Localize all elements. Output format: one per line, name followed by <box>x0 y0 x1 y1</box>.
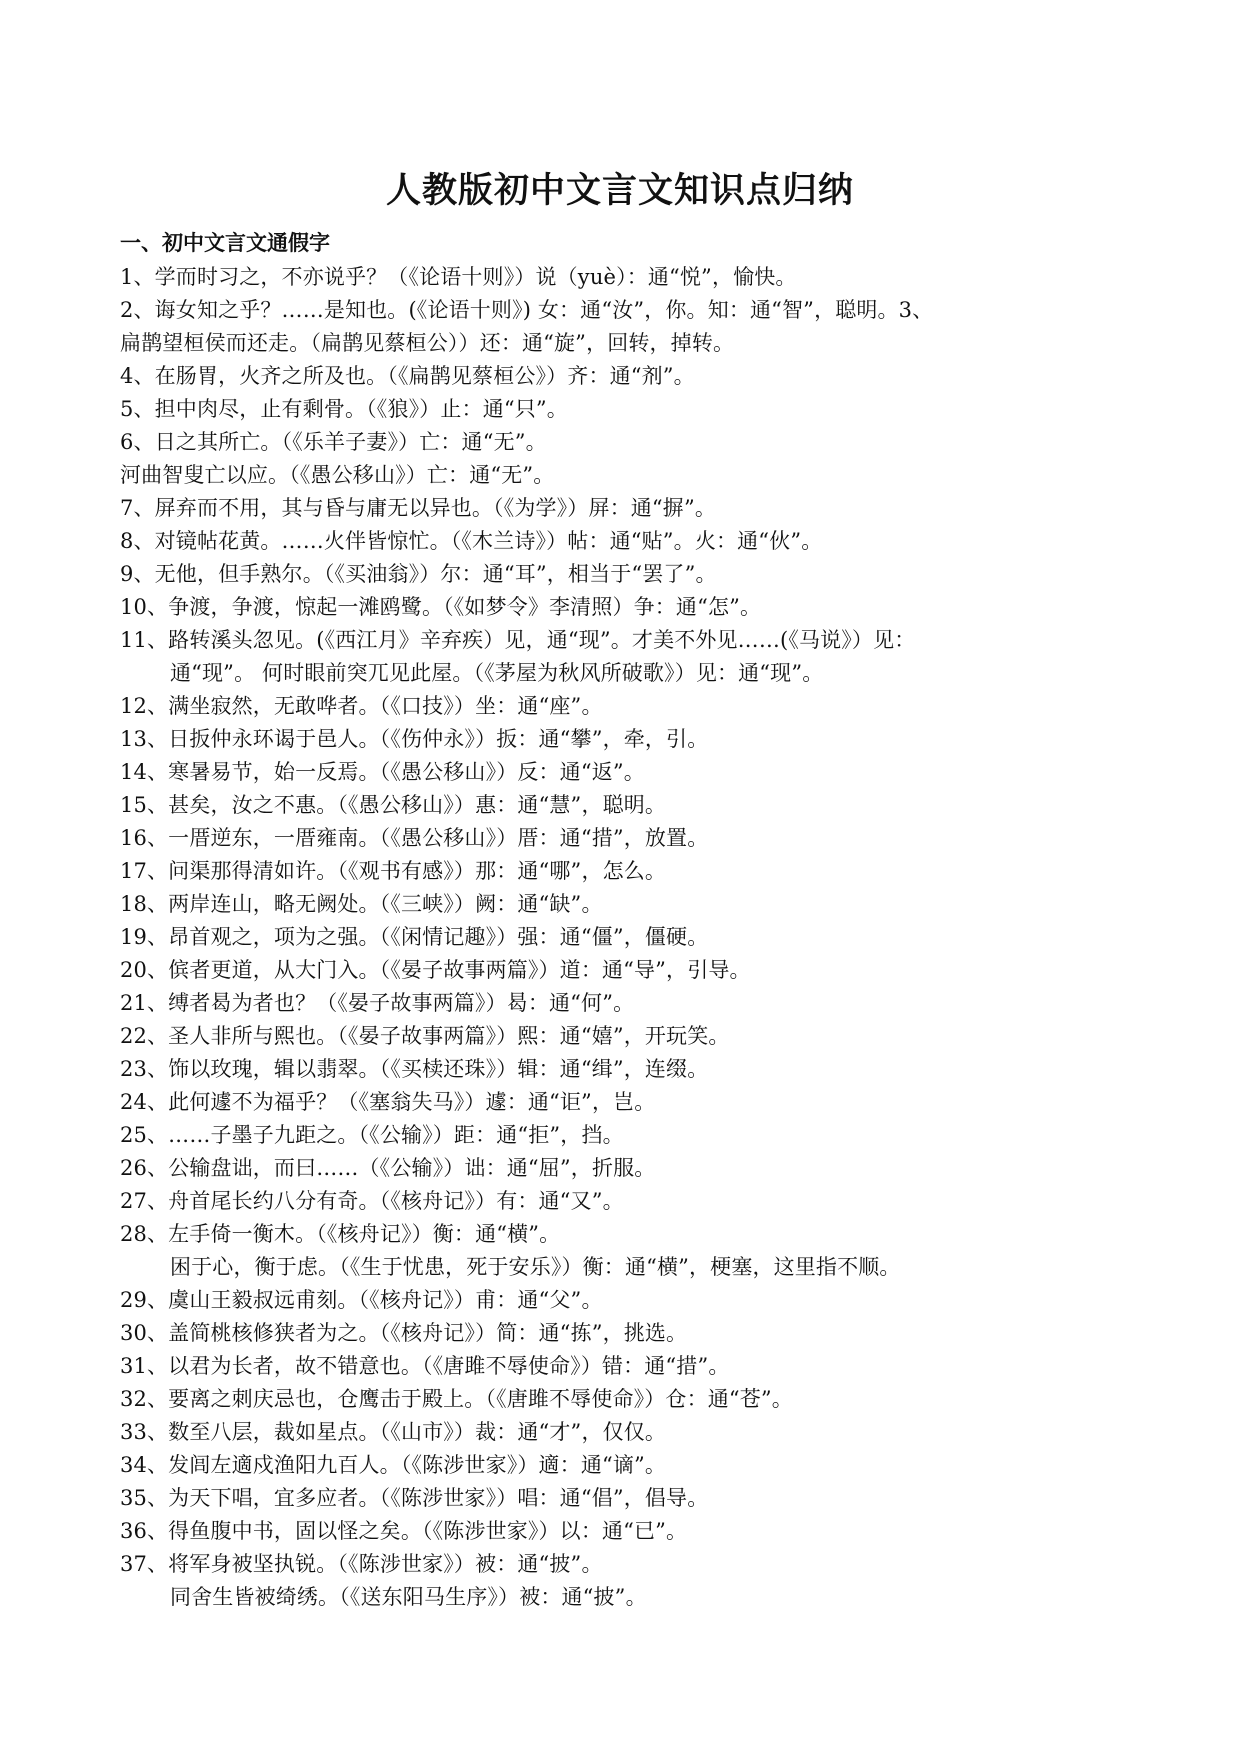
entry-line: 31、以君为长者，故不错意也。（《唐雎不辱使命》）错：通“措”。 <box>120 1354 730 1378</box>
entry-line: 11、路转溪头忽见。(《西江月》辛弃疾）见，通“现”。才美不外见……(《马说》）见： <box>120 628 916 652</box>
entry-list <box>120 261 1160 1614</box>
entry-line: 18、两岸连山，略无阙处。（《三峡》）阙：通“缺”。 <box>120 892 603 916</box>
entry-line: 14、寒暑易节，始一反焉。（《愚公移山》）反：通“返”。 <box>120 760 645 784</box>
entry-line: 4、在肠胃，火齐之所及也。（《扁鹊见蔡桓公》）齐：通“剂”。 <box>120 364 695 388</box>
entry-continuation-line: 通“现”。 何时眼前突兀见此屋。（《茅屋为秋风所破歌》）见：通“现”。 <box>170 661 824 685</box>
entry-line: 34、发闾左適戍渔阳九百人。（《陈涉世家》）適：通“谪”。 <box>120 1453 667 1477</box>
entry-line: 9、无他，但手熟尔。（《买油翁》）尔：通“耳”，相当于“罢了”。 <box>120 562 717 586</box>
entry-line: 35、为天下唱，宜多应者。（《陈涉世家》）唱：通“倡”，倡导。 <box>120 1486 709 1510</box>
entry-line: 30、盖简桃核修狭者为之。（《核舟记》）简：通“拣”，挑选。 <box>120 1321 688 1345</box>
entry-line: 22、圣人非所与熙也。（《晏子故事两篇》）熙：通“嬉”，开玩笑。 <box>120 1024 730 1048</box>
entry-line: 河曲智叟亡以应。（《愚公移山》）亡：通“无”。 <box>120 463 555 487</box>
entry-line: 25、……子墨子九距之。（《公输》）距：通“拒”，挡。 <box>120 1123 624 1147</box>
entry-line: 36、得鱼腹中书，固以怪之矣。（《陈涉世家》）以：通“已”。 <box>120 1519 688 1543</box>
entry-line: 5、担中肉尽，止有剩骨。（《狼》）止：通“只”。 <box>120 397 568 421</box>
entry-line: 28、左手倚一衡木。（《核舟记》）衡：通“横”。 <box>120 1222 561 1246</box>
entry-line: 15、甚矣，汝之不惠。（《愚公移山》）惠：通“慧”，聪明。 <box>120 793 667 817</box>
entry-line: 24、此何遽不为福乎？（《塞翁失马》）遽：通“讵”，岂。 <box>120 1090 656 1114</box>
page-title: 人教版初中文言文知识点归纳 <box>385 171 854 211</box>
entry-continuation-line: 同舍生皆被绮绣。（《送东阳马生序》）被：通“披”。 <box>170 1585 647 1609</box>
entry-line: 37、将军身被坚执锐。（《陈涉世家》）被：通“披”。 <box>120 1552 603 1576</box>
entry-line: 扁鹊望桓侯而还走。（扁鹊见蔡桓公））还：通“旋”，回转，掉转。 <box>120 331 735 355</box>
entry-line: 10、争渡，争渡，惊起一滩鸥鹭。（《如梦令》李清照）争：通“怎”。 <box>120 595 762 619</box>
entry-line: 2、诲女知之乎？……是知也。(《论语十则》) 女：通“汝”，你。知：通“智”，聪明。3、 <box>120 298 934 322</box>
entry-line: 16、一厝逆东，一厝雍南。（《愚公移山》）厝：通“措”，放置。 <box>120 826 709 850</box>
entry-line: 21、缚者曷为者也？（《晏子故事两篇》）曷：通“何”。 <box>120 991 635 1015</box>
entry-line: 33、数至八层，裁如星点。（《山市》）裁：通“才”，仅仅。 <box>120 1420 667 1444</box>
entry-line: 23、饰以玫瑰，辑以翡翠。（《买椟还珠》）辑：通“缉”，连缀。 <box>120 1057 709 1081</box>
entry-line: 6、日之其所亡。（《乐羊子妻》）亡：通“无”。 <box>120 430 547 454</box>
entry-line: 1、学而时习之，不亦说乎？（《论语十则》）说（yuè）：通“悦”，愉快。 <box>120 265 797 289</box>
entry-line: 12、满坐寂然，无敢哗者。（《口技》）坐：通“座”。 <box>120 694 603 718</box>
entry-line: 27、舟首尾长约八分有奇。（《核舟记》）有：通“又”。 <box>120 1189 624 1213</box>
entry-line: 32、要离之刺庆忌也，仓鹰击于殿上。（《唐雎不辱使命》）仓：通“苍”。 <box>120 1387 793 1411</box>
entry-line: 26、公输盘诎，而曰……（《公输》）诎：通“屈”，折服。 <box>120 1156 656 1180</box>
entry-line: 17、问渠那得清如许。（《观书有感》）那：通“哪”，怎么。 <box>120 859 667 883</box>
entry-line: 20、傧者更道，从大门入。（《晏子故事两篇》）道：通“导”，引导。 <box>120 958 751 982</box>
entry-continuation-line: 困于心，衡于虑。（《生于忧患，死于安乐》）衡：通“横”，梗塞，这里指不顺。 <box>170 1255 901 1279</box>
entry-line: 29、虞山王毅叔远甫刻。（《核舟记》）甫：通“父”。 <box>120 1288 603 1312</box>
section-heading: 一、初中文言文通假字 <box>120 231 330 255</box>
entry-line: 8、对镜帖花黄。……火伴皆惊忙。（《木兰诗》）帖：通“贴”。火：通“伙”。 <box>120 529 823 553</box>
entry-line: 19、昂首观之，项为之强。（《闲情记趣》）强：通“僵”，僵硬。 <box>120 925 709 949</box>
entry-line: 13、日扳仲永环谒于邑人。（《伤仲永》）扳：通“攀”，牵，引。 <box>120 727 709 751</box>
entry-line: 7、屏弃而不用，其与昏与庸无以异也。（《为学》）屏：通“摒”。 <box>120 496 716 520</box>
